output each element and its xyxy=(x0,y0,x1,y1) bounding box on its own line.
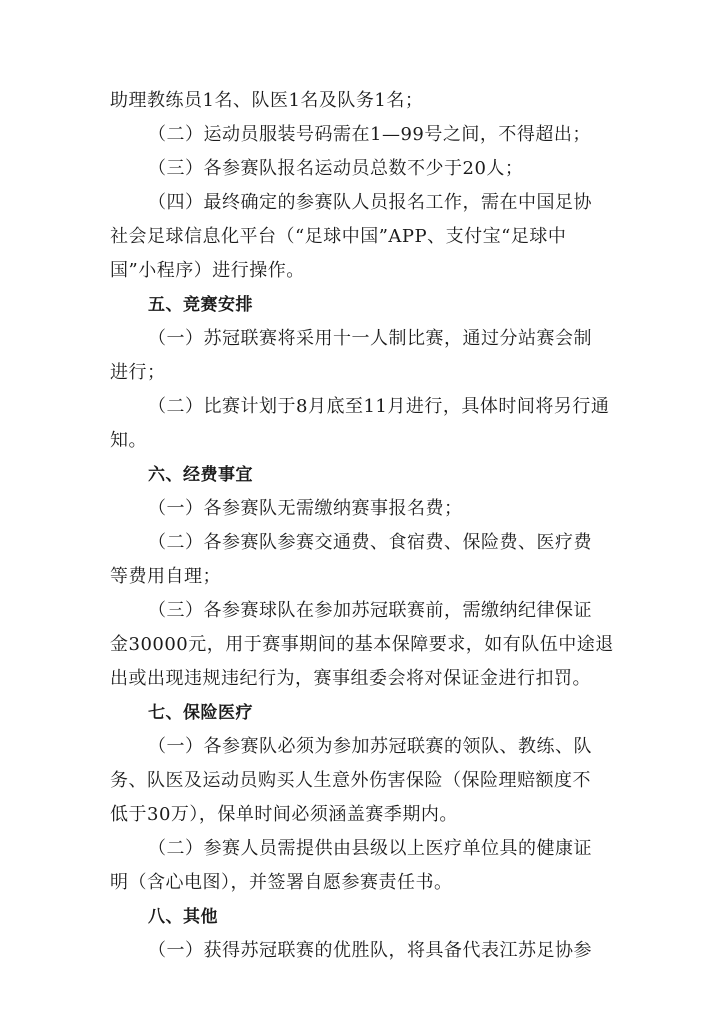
text-line: （三）各参赛队报名运动员总数不少于20人； xyxy=(148,158,524,179)
text-line: 社会足球信息化平台（“足球中国”APP、支付宝“足球中 xyxy=(110,226,567,247)
text-line: 务、队医及运动员购买人生意外伤害保险（保险理赔额度不 xyxy=(110,770,591,791)
document-body xyxy=(110,84,620,968)
section-heading-insurance: 七、保险医疗 xyxy=(148,703,253,723)
text-line: 明（含心电图），并签署自愿参赛责任书。 xyxy=(110,872,453,893)
text-line: （一）各参赛队无需缴纳赛事报名费； xyxy=(148,498,463,519)
text-line: （一）各参赛队必须为参加苏冠联赛的领队、教练、队 xyxy=(148,736,592,757)
section-heading-competition: 五、竞赛安排 xyxy=(148,295,253,315)
text-line: 知。 xyxy=(110,430,147,451)
text-line: （二）各参赛队参赛交通费、食宿费、保险费、医疗费 xyxy=(148,532,592,553)
text-line: 等费用自理； xyxy=(110,566,221,587)
text-line: 国”小程序）进行操作。 xyxy=(110,260,305,281)
text-line: 出或出现违规违纪行为，赛事组委会将对保证金进行扣罚。 xyxy=(110,668,591,689)
text-line: 低于30万），保单时间必须涵盖赛季期内。 xyxy=(110,804,458,825)
section-heading-other: 八、其他 xyxy=(148,907,218,927)
text-line: （四）最终确定的参赛队人员报名工作，需在中国足协 xyxy=(148,192,592,213)
text-line: 助理教练员1名、队医1名及队务1名； xyxy=(110,90,424,111)
text-line: （二）运动员服装号码需在1—99号之间，不得超出； xyxy=(148,124,591,145)
section-heading-expenses: 六、经费事宜 xyxy=(148,465,253,485)
text-line: （三）各参赛球队在参加苏冠联赛前，需缴纳纪律保证 xyxy=(148,600,592,621)
text-line: 金30000元，用于赛事期间的基本保障要求，如有队伍中途退 xyxy=(110,634,614,655)
text-line: （二）比赛计划于8月底至11月进行，具体时间将另行通 xyxy=(148,396,610,417)
text-line: （一）苏冠联赛将采用十一人制比赛，通过分站赛会制 xyxy=(148,328,592,349)
text-line: （一）获得苏冠联赛的优胜队，将具备代表江苏足协参 xyxy=(148,940,592,961)
text-line: （二）参赛人员需提供由县级以上医疗单位具的健康证 xyxy=(148,838,592,859)
text-line: 进行； xyxy=(110,362,166,383)
